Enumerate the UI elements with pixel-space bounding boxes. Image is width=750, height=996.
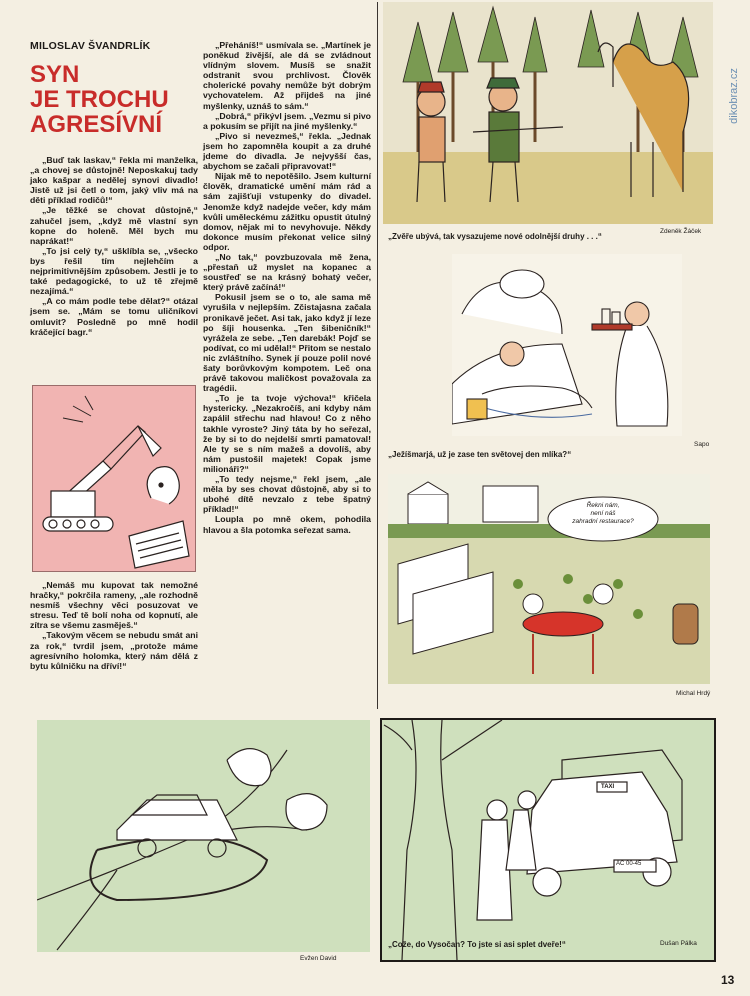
paragraph: „Nemáš mu kupovat tak nemožné hračky,“ pokrčila rameny, „ale rozhodně nesmíš všechny věci posuzovat ve stresu. Teď tě bolí noha od kopnutí, ale zítra se všemu zasměješ.“ bbox=[30, 580, 198, 631]
paragraph: „Pivo si nevezmeš,“ řekla. „Jednak jsem ho zapomněla koupit a za druhé jdeme do divadla. Je nejvyšší čas, abychom se začali připravovat!“ bbox=[203, 130, 371, 172]
cartoon-taxi bbox=[380, 718, 716, 962]
paragraph: „Dobrá,“ přikývl jsem. „Vezmu si pivo a pokusím se přijít na jiné myšlenky.“ bbox=[203, 110, 371, 131]
garden-restaurant-drawing bbox=[388, 474, 710, 684]
license-plate: AC 00-45 bbox=[616, 861, 642, 867]
milk-day-drawing bbox=[452, 254, 682, 436]
article-title bbox=[30, 62, 198, 137]
column-divider bbox=[377, 2, 378, 709]
paragraph: „To jsi celý ty,“ ušklíbla se, „všecko bys řešil tím nejlehčím a nejprimitivnějším způsobem. Jestli je to také pedagogické, to už tě zřejmě nezajímá.“ bbox=[30, 245, 198, 297]
site-watermark: dikobraz.cz bbox=[728, 68, 740, 124]
article-body-1b bbox=[30, 580, 198, 671]
cartoon-forest-camel bbox=[383, 2, 713, 224]
cartoon-credit: Zdeněk Žáček bbox=[660, 228, 702, 235]
article-column-2 bbox=[203, 40, 371, 535]
speech-bubble bbox=[560, 502, 646, 526]
taxi-sign: TAXI bbox=[601, 784, 615, 790]
cartoon-credit: Michal Hrdý bbox=[676, 690, 711, 697]
paragraph: „A co mám podle tebe dělat?“ otázal jsem se. „Mám se tomu uličníkovi omluvit? Posledně po mně hodil kráčející bagr.“ bbox=[30, 296, 198, 337]
article-author: MILOSLAV ŠVANDRLÍK bbox=[30, 40, 151, 52]
cartoon-credit: Sapo bbox=[694, 441, 710, 448]
cartoon-milk-day bbox=[452, 254, 682, 436]
speech-line: není náš bbox=[590, 510, 616, 517]
paragraph: „No tak,“ povzbuzovala mě žena, „přestaň už myslet na kopanec a soustřeď se na krásný bohatý večer, který právě začíná!“ bbox=[203, 251, 371, 293]
article-body-1 bbox=[30, 155, 198, 337]
cartoon-car-nest bbox=[37, 720, 370, 952]
cartoon-garden-restaurant bbox=[388, 474, 710, 684]
cartoon-caption: „Cože, do Vysočan? To jste si asi splet dveře!“ bbox=[388, 940, 566, 949]
taxi-drawing bbox=[382, 720, 714, 960]
paragraph: „Přeháníš!“ usmívala se. „Martínek je poněkud živější, ale dá se zvládnout vlídným slovem. Musíš se snažit odstranit svou prchlivost. Člověk cholerické povahy nemůže být dobrým vychovatelem. Až přijdeš na jiné myšlenky, uznáš to sám.“ bbox=[203, 40, 371, 111]
car-nest-drawing bbox=[37, 720, 370, 952]
excavator-illustration bbox=[32, 385, 196, 572]
article-column-1 bbox=[30, 40, 198, 337]
title-line: JE TROCHU bbox=[30, 86, 169, 113]
excavator-drawing bbox=[33, 386, 197, 573]
paragraph: „To tedy nejsme,“ řekl jsem, „ale měla by ses chovat důstojně, aby si to ubohé dítě nevzalo z tebe špatný příklad!“ bbox=[203, 474, 371, 515]
page-number: 13 bbox=[721, 973, 735, 987]
paragraph: „Buď tak laskav,“ řekla mi manželka, „a chovej se důstojně! Neposkakuj tady jako kašpar a nedělej synovi divadlo! Jistě už jsi četl o tom, jaký vliv má na děti příklad rodičů!“ bbox=[30, 155, 198, 206]
paragraph: „Takovým věcem se nebudu smát ani za rok,“ tvrdil jsem, „protože máme agresívního holomka, který nám dělá z bytu kůlničku na dříví!“ bbox=[30, 630, 198, 671]
cartoon-caption: „Zvěře ubývá, tak vysazujeme nové odolnější druhy . . .“ bbox=[388, 232, 602, 241]
cartoon-caption: „Ježíšmarjá, už je zase ten světovej den mlíka?“ bbox=[388, 450, 572, 459]
paragraph: „To je ta tvoje výchova!“ křičela hystericky. „Nezakročíš, ani kdyby nám zapálil střechu nad hlavou! Co z něho takhle vyroste? Jiný táta by ho seřezal, že by si to do nejdelší smrti pamatoval! Ale ty se s ním mažeš a dovolíš, aby nám pustošil majetek! Copak jsme milionáři?“ bbox=[203, 393, 371, 474]
paragraph: Pokusil jsem se o to, ale sama mě vyrušila v nejlepším. Zčistajasna začala pronikavě ječet. Asi tak, jako když jí leze po šíji housenka. „Ten šibeničník!“ vyrážela ze sebe. „Ten darebák! Pojď se podívat, co mi udělal!“ Přitom se nestalo nic zvláštního. Synek jí pouze polil nové šaty borůvkovým kompotem. Leč ona právě takovou maličkost považovala za tragédii. bbox=[203, 292, 371, 394]
title-line: SYN bbox=[30, 61, 80, 88]
speech-line: zahradní restaurace? bbox=[572, 518, 634, 525]
title-line: AGRESÍVNÍ bbox=[30, 111, 163, 138]
paragraph: Nijak mě to nepotěšilo. Jsem kulturní člověk, dramatické umění mám rád a sám zajišťuji vstupenky do divadel. Jenomže když nadejde večer, kdy mám kvůli uměleckému zážitku opustit útulný domov, nějak mi to nevyhovuje. Někdy dokonce musím překonat velice silný odpor. bbox=[203, 171, 371, 252]
cartoon-credit: Dušan Pálka bbox=[660, 940, 697, 947]
paragraph: „Je těžké se chovat důstojně,“ zahučel jsem, „když mě vlastní syn kopne do holeně. Měl bych mu naprákat!“ bbox=[30, 205, 198, 246]
paragraph: Loupla po mně okem, pohodila hlavou a šla potomka seřezat sama. bbox=[203, 514, 371, 535]
forest-camel-drawing bbox=[383, 2, 713, 224]
speech-line: Řekni nám, bbox=[586, 502, 620, 509]
cartoon-credit: Evžen David bbox=[300, 955, 337, 962]
